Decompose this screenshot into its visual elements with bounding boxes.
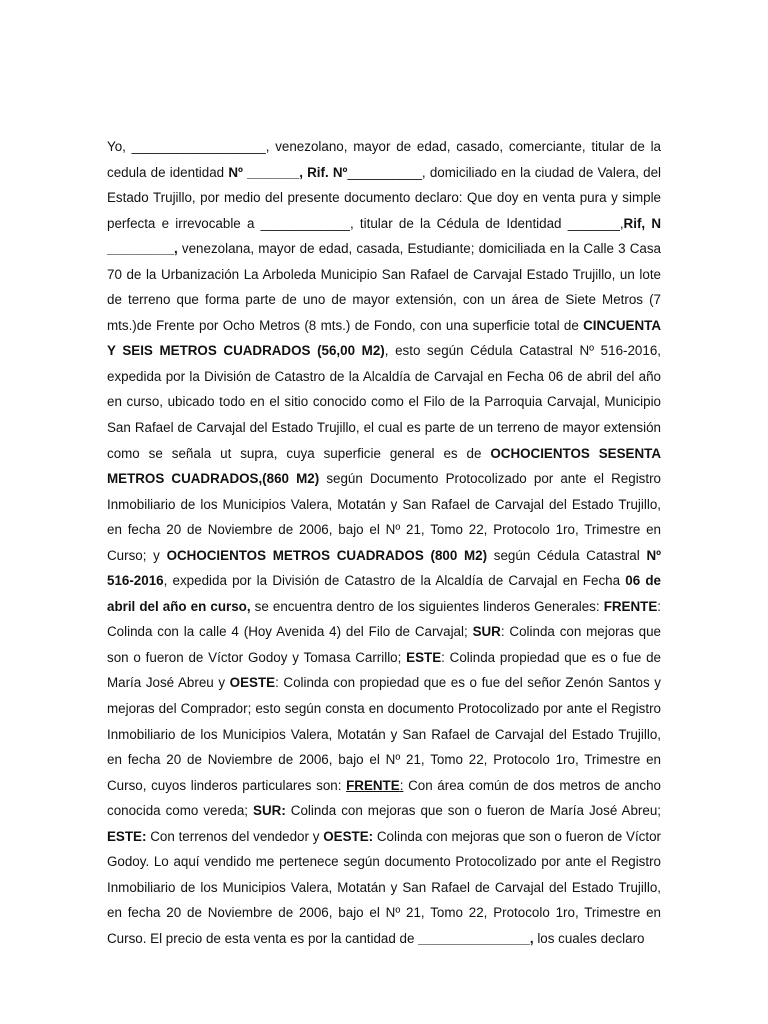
bold-text: FRENTE — [603, 598, 658, 614]
text-run: Con terrenos del vendedor y — [146, 828, 324, 844]
bold-text: OESTE: — [323, 828, 374, 844]
text-run: Yo, __________________, venezolano, mayor de edad, casado, comerciante, titular de la cedula de identidad — [107, 139, 661, 180]
body-paragraph — [107, 134, 661, 952]
text-run: : Colinda con mejoras que son o fueron de Víctor Godoy y Tomasa Carrillo; — [107, 624, 661, 665]
bold-text: Nº 516-2016 — [107, 547, 662, 589]
bold-text: OCHOCIENTOS METROS CUADRADOS (800 M2) — [166, 547, 488, 563]
bold-text — [346, 778, 400, 793]
text-run: Colinda con mejoras que son o fueron de María José Abreu; — [285, 803, 661, 819]
bold-text: ESTE: — [107, 828, 147, 844]
bold-text: CINCUENTA Y SEIS METROS CUADRADOS (56,00 M2) — [107, 317, 661, 359]
bold-text: OESTE — [229, 675, 276, 691]
text-run: : Colinda propiedad que es o fue de María José Abreu y — [107, 649, 661, 691]
text-run: según Cédula Catastral — [487, 547, 647, 563]
text-run: se encuentra dentro de los siguientes linderos Generales: — [250, 598, 604, 614]
bold-text: SUR — [472, 624, 501, 640]
text-run: , expedida por la División de Catastro de la Alcaldía de Carvajal en Fecha — [163, 573, 626, 589]
bold-text: ESTE — [406, 649, 442, 665]
underlined-text: FRENTE — [346, 777, 400, 793]
text-run: según Documento Protocolizado por ante el Registro Inmobiliario de los Municipios Valera, Motatán y San Rafael de Carvajal del Estado Trujillo, en fecha 20 de Noviembre de 2006, bajo el Nº 21, Tomo 22, Protocolo 1ro, Trimestre en Curso; y — [107, 471, 661, 563]
bold-text: SUR: — [253, 803, 286, 819]
bold-text: _______________, — [418, 930, 534, 946]
underlined-text: : — [399, 777, 404, 793]
text-run: venezolana, mayor de edad, casada, Estudiante; domiciliada en la Calle 3 Casa 70 de la Urbanización La Arboleda Municipio San Rafael de Carvajal Estado Trujillo, un lote de terreno que forma parte de uno de mayor extensión, con un área de Siete Metros (7 mts.)de Frente por Ocho Metros (8 mts.) de Fondo, con una superficie total de — [107, 241, 661, 333]
bold-text: 06 de abril del año en curso, — [107, 573, 661, 614]
bold-text: OCHOCIENTOS SESENTA METROS CUADRADOS,(860 M2) — [107, 445, 661, 487]
text-run: Colinda con mejoras que son o fueron de Víctor Godoy. Lo aquí vendido me pertenece según documento Protocolizado por ante el Registro Inmobiliario de los Municipios Valera, Motatán y San Rafael de Carvajal del Estado Trujillo, en fecha 20 de Noviembre de 2006, bajo el Nº 21, Tomo 22, Protocolo 1ro, Trimestre en Curso. El precio de esta venta es por la cantidad de — [107, 828, 661, 946]
bold-text: Rif, N _________, — [107, 215, 661, 257]
text-run: los cuales declaro — [533, 930, 645, 946]
text-run: __________, domiciliado en la ciudad de Valera, del Estado Trujillo, por medio del presente documento declaro: Que doy en venta pura y simple perfecta e irrevocable a ____________, titular de la Cédula de Identidad _______, — [107, 164, 661, 231]
text-run: : Colinda con propiedad que es o fue del señor Zenón Santos y mejoras del Comprador; esto según consta en documento Protocolizado por ante el Registro Inmobiliario de los Municipios Valera, Motatán y San Rafael de Carvajal del Estado Trujillo, en fecha 20 de Noviembre de 2006, bajo el Nº 21, Tomo 22, Protocolo 1ro, Trimestre en Curso, cuyos linderos particulares son: — [107, 675, 661, 793]
text-run: : Colinda con la calle 4 (Hoy Avenida 4) del Filo de Carvajal; — [107, 598, 661, 640]
text-run: , esto según Cédula Catastral Nº 516-2016, expedida por la División de Catastro de la Alcaldía de Carvajal en Fecha 06 de abril del año en curso, ubicado todo en el sitio conocido como el Filo de la Parroquia Carvajal, Municipio San Rafael de Carvajal del Estado Trujillo, el cual es parte de un terreno de mayor extensión como se señala ut supra, cuya superficie general es de — [107, 343, 661, 461]
bold-text: Nº _______, Rif. Nº — [228, 164, 348, 180]
text-run: Con área común de dos metros de ancho conocida como vereda; — [107, 777, 661, 819]
